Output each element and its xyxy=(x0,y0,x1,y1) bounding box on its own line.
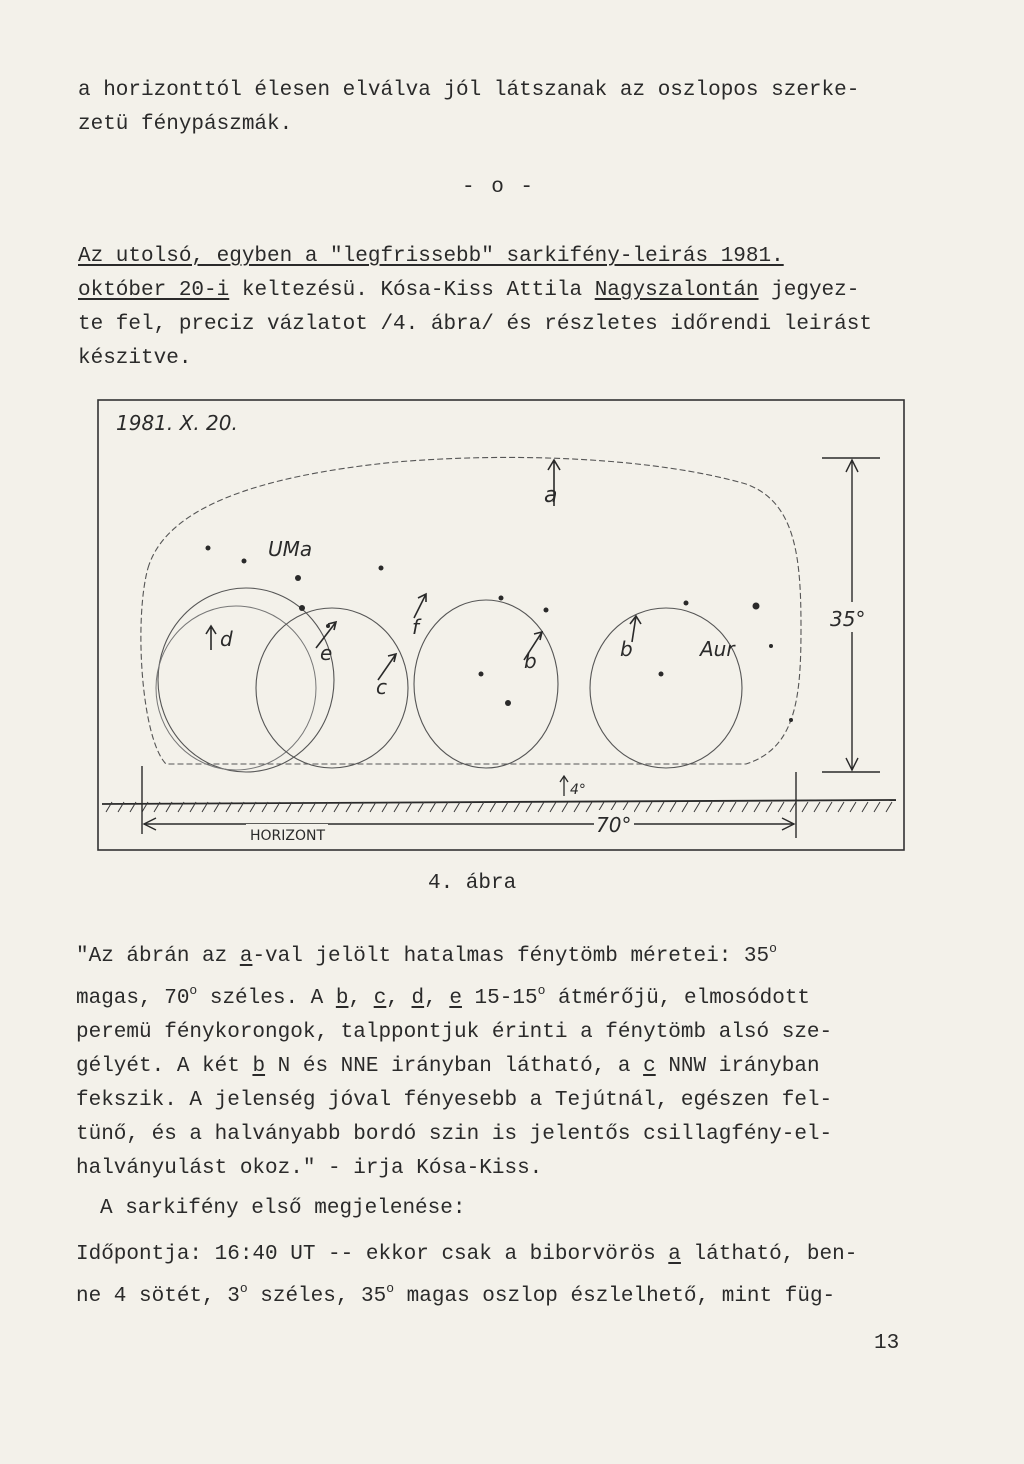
underlined-letter: c xyxy=(643,1055,656,1078)
label-aur: Aur xyxy=(700,637,735,661)
text-line: készitve. xyxy=(78,347,192,370)
label-gap: 4° xyxy=(570,782,586,798)
text-line xyxy=(76,1238,857,1272)
underlined-date: október 20-i xyxy=(78,279,230,302)
text-span: , xyxy=(424,987,450,1010)
text-span: "Az ábrán az xyxy=(76,945,240,968)
text-span: N és NNE irányban látható, a xyxy=(265,1055,644,1078)
text-span: széles, 35 xyxy=(247,1285,387,1308)
underlined-place: Nagyszalontán xyxy=(594,279,759,302)
text-span: , xyxy=(348,987,374,1010)
text-line: zetü fénypászmák. xyxy=(78,113,293,136)
corona-d-inner xyxy=(156,606,316,770)
text-line: halványulást okoz." - irja Kósa-Kiss. xyxy=(76,1157,543,1180)
degree-sup: o xyxy=(189,983,198,998)
text-span: 15-15 xyxy=(461,987,538,1010)
text-span: NNW irányban xyxy=(655,1055,820,1078)
text-span: Időpontja: 16:40 UT -- ekkor csak a biborvörös xyxy=(76,1243,669,1266)
horizon-line xyxy=(102,800,896,804)
figure-date: 1981. X. 20. xyxy=(116,411,238,435)
text-span: átmérőjü, elmosódott xyxy=(545,987,811,1010)
text-span: -val jelölt hatalmas fénytömb méretei: 35 xyxy=(252,945,770,968)
text-line: a horizonttól élesen elválva jól látszanak az oszlopos szerke- xyxy=(78,79,860,102)
description-paragraph xyxy=(78,240,872,376)
text-span: , xyxy=(386,987,412,1010)
text-span: magas, 70 xyxy=(76,987,190,1010)
label-a: a xyxy=(544,483,558,508)
underlined-letter: b xyxy=(335,987,349,1010)
underlined-letter: a xyxy=(239,945,253,968)
label-c: c xyxy=(376,675,387,699)
text-span: keltezésü. Kósa-Kiss Attila xyxy=(229,279,595,302)
text-line xyxy=(76,932,832,974)
underlined-letter: c xyxy=(373,987,387,1010)
label-d: d xyxy=(220,627,233,651)
text-line: A sarkifény első megjelenése: xyxy=(100,1197,466,1220)
corona-b-right xyxy=(590,608,742,768)
page-number: 13 xyxy=(874,1332,900,1355)
text-span: gélyét. A két xyxy=(76,1055,253,1078)
gap-dimension xyxy=(560,776,568,796)
text-line xyxy=(76,1050,832,1084)
aurora-a-outline xyxy=(141,457,801,764)
label-uma: UMa xyxy=(268,537,313,561)
text-line: tünő, és a halványabb bordó szin is jelentős csillagfény-el- xyxy=(76,1123,833,1146)
text-line: fekszik. A jelenség jóval fényesebb a Tejútnál, egészen fel- xyxy=(76,1089,833,1112)
text-span: látható, ben- xyxy=(680,1243,858,1266)
text-line: Az utolsó, egyben a "legfrissebb" sarkifény-leirás 1981. xyxy=(78,245,784,268)
label-width: 70° xyxy=(596,813,632,837)
degree-sup: o xyxy=(769,941,777,956)
figure-frame xyxy=(98,400,904,850)
underlined-letter: b xyxy=(252,1055,266,1078)
underlined-letter: d xyxy=(411,987,425,1010)
text-span: magas oszlop észlelhető, mint füg- xyxy=(394,1285,836,1308)
text-line: te fel, preciz vázlatot /4. ábra/ és részletes időrendi leirást xyxy=(78,313,872,336)
text-span: ne 4 sötét, 3 xyxy=(76,1285,240,1308)
label-height: 35° xyxy=(830,607,866,631)
text-line xyxy=(78,274,872,308)
underlined-letter: a xyxy=(668,1243,681,1266)
intro-paragraph xyxy=(78,74,859,142)
label-e: e xyxy=(320,641,333,665)
section-separator: - o - xyxy=(462,176,536,199)
text-line: peremü fénykorongok, talppontjuk érinti a fénytömb alsó sze- xyxy=(76,1021,833,1044)
sketch-svg xyxy=(96,398,906,852)
text-span: jegyez- xyxy=(758,279,860,302)
timing-paragraph xyxy=(76,1238,857,1314)
label-b-left: b xyxy=(524,649,537,673)
aurora-sketch-figure xyxy=(96,398,906,852)
section-heading xyxy=(100,1192,465,1226)
degree-sup: o xyxy=(239,1281,248,1296)
motion-arrows xyxy=(206,460,641,680)
underlined-letter: e xyxy=(449,987,462,1010)
label-f: f xyxy=(412,615,420,639)
degree-sup: o xyxy=(386,1281,395,1296)
degree-sup: o xyxy=(537,983,546,998)
star-dots xyxy=(206,546,794,723)
text-span: széles. A xyxy=(197,987,336,1010)
label-b-right: b xyxy=(620,637,633,661)
quote-paragraph xyxy=(76,932,832,1186)
figure-caption: 4. ábra xyxy=(428,872,517,895)
corona-b-left xyxy=(414,600,558,768)
text-line xyxy=(76,1272,857,1314)
corona-d xyxy=(158,588,334,772)
text-line xyxy=(76,974,832,1016)
label-horizon: HORIZONT xyxy=(250,828,326,844)
